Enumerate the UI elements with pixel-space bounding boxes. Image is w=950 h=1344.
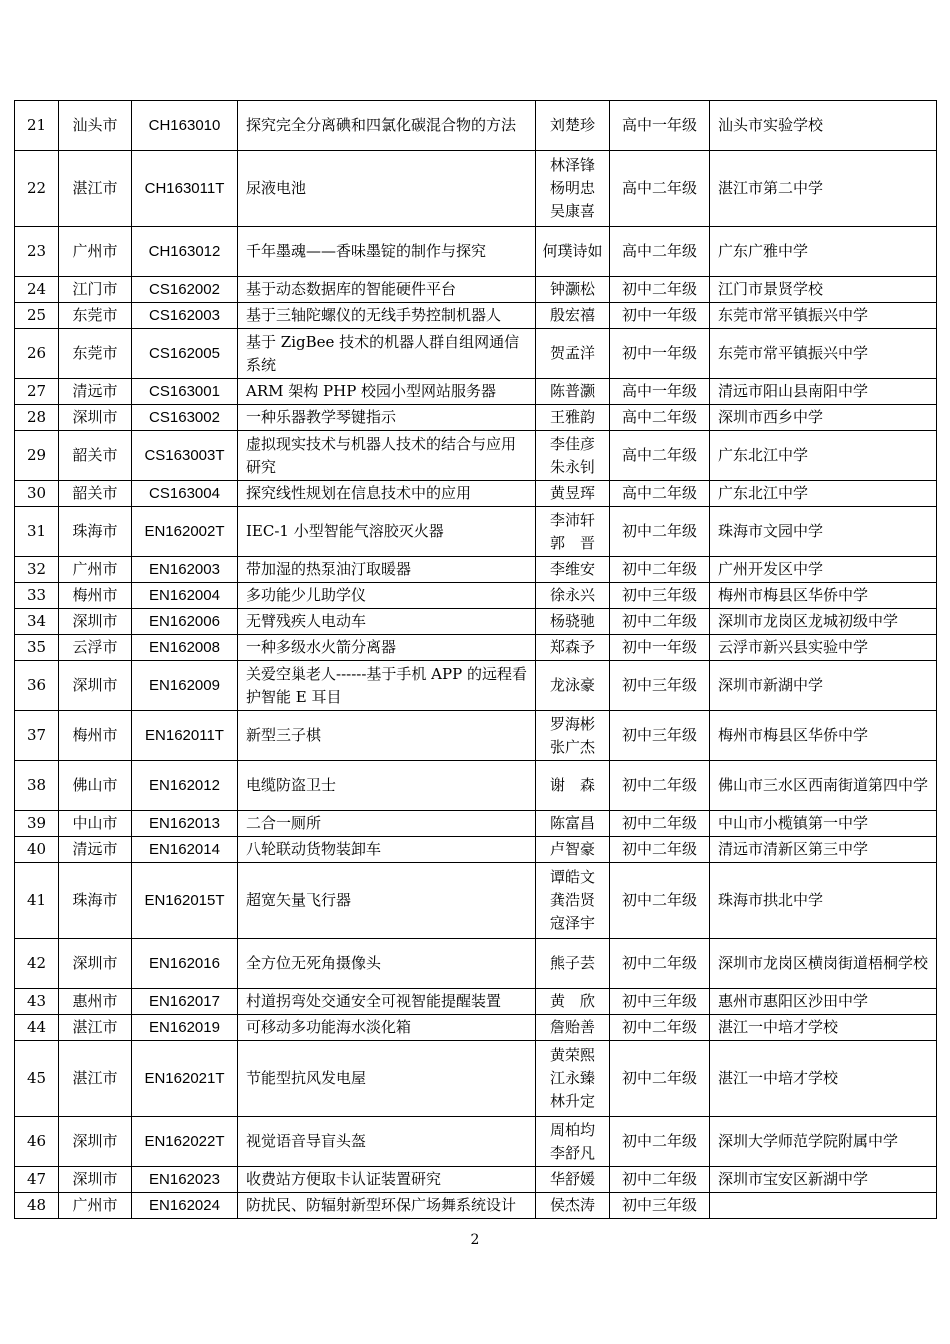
- project-code-cell: CH163010: [132, 101, 238, 151]
- grade-cell: 初中三年级: [610, 583, 710, 609]
- author-cell: [536, 277, 610, 303]
- project-table: [14, 100, 937, 1219]
- school-cell: 广东广雅中学: [710, 227, 937, 277]
- school-cell: 梅州市梅县区华侨中学: [710, 711, 937, 761]
- author-cell: [536, 1193, 610, 1219]
- project-code-cell: EN162013: [132, 811, 238, 837]
- row-number: 39: [15, 811, 59, 837]
- author-name: 华舒媛: [549, 1170, 595, 1188]
- author-name: 钟灏松: [549, 280, 595, 298]
- table-row: [15, 101, 937, 151]
- author-name: 徐永兴: [549, 586, 595, 604]
- row-number: 30: [15, 481, 59, 507]
- city-cell: 韶关市: [59, 481, 132, 507]
- project-code-cell: EN162023: [132, 1167, 238, 1193]
- table-row: [15, 1041, 937, 1117]
- school-cell: 深圳市龙岗区龙城初级中学: [710, 609, 937, 635]
- row-number: 34: [15, 609, 59, 635]
- author-name: 李维安: [549, 560, 595, 578]
- table-row: [15, 711, 937, 761]
- grade-cell: 初中二年级: [610, 1117, 710, 1167]
- city-cell: 湛江市: [59, 151, 132, 227]
- project-code-cell: EN162011T: [132, 711, 238, 761]
- grade-cell: 高中二年级: [610, 405, 710, 431]
- project-title-cell: 基于动态数据库的智能硬件平台: [238, 277, 536, 303]
- row-number: 32: [15, 557, 59, 583]
- grade-cell: 高中二年级: [610, 227, 710, 277]
- author-name: 杨骁驰: [549, 612, 595, 630]
- grade-cell: 初中二年级: [610, 863, 710, 939]
- row-number: 38: [15, 761, 59, 811]
- project-title-cell: 超宽矢量飞行器: [238, 863, 536, 939]
- project-code-cell: EN162004: [132, 583, 238, 609]
- city-cell: 江门市: [59, 277, 132, 303]
- project-title-cell: 探究线性规划在信息技术中的应用: [238, 481, 536, 507]
- project-title-cell: 虚拟现实技术与机器人技术的结合与应用研究: [238, 431, 536, 481]
- city-cell: 湛江市: [59, 1041, 132, 1117]
- row-number: 45: [15, 1041, 59, 1117]
- school-cell: 湛江一中培才学校: [710, 1015, 937, 1041]
- author-name: 殷宏禧: [549, 306, 595, 324]
- school-cell: 广州开发区中学: [710, 557, 937, 583]
- table-row: [15, 277, 937, 303]
- project-title-cell: 八轮联动货物装卸车: [238, 837, 536, 863]
- grade-cell: 初中一年级: [610, 635, 710, 661]
- table-body: [15, 101, 937, 1219]
- row-number: 27: [15, 379, 59, 405]
- row-number: 23: [15, 227, 59, 277]
- grade-cell: 初中二年级: [610, 277, 710, 303]
- project-code-cell: CS162005: [132, 329, 238, 379]
- author-cell: [536, 303, 610, 329]
- table-row: [15, 989, 937, 1015]
- table-row: [15, 661, 937, 711]
- row-number: 37: [15, 711, 59, 761]
- grade-cell: 初中二年级: [610, 1167, 710, 1193]
- school-cell: 广东北江中学: [710, 481, 937, 507]
- author-cell: [536, 151, 610, 227]
- city-cell: 清远市: [59, 379, 132, 405]
- grade-cell: 初中二年级: [610, 507, 710, 557]
- city-cell: 湛江市: [59, 1015, 132, 1041]
- row-number: 29: [15, 431, 59, 481]
- grade-cell: 高中二年级: [610, 151, 710, 227]
- project-code-cell: CS162002: [132, 277, 238, 303]
- row-number: 46: [15, 1117, 59, 1167]
- school-cell: 惠州市惠阳区沙田中学: [710, 989, 937, 1015]
- author-name: 侯杰涛: [549, 1196, 595, 1214]
- city-cell: 东莞市: [59, 329, 132, 379]
- project-title-cell: 多功能少儿助学仪: [238, 583, 536, 609]
- city-cell: 广州市: [59, 557, 132, 583]
- author-cell: [536, 431, 610, 481]
- author-cell: [536, 227, 610, 277]
- school-cell: 江门市景贤学校: [710, 277, 937, 303]
- table-row: [15, 635, 937, 661]
- project-code-cell: EN162019: [132, 1015, 238, 1041]
- school-cell: 广东北江中学: [710, 431, 937, 481]
- grade-cell: 初中一年级: [610, 329, 710, 379]
- author-name: 熊子芸: [549, 954, 595, 972]
- author-cell: [536, 939, 610, 989]
- table-row: [15, 151, 937, 227]
- table-row: [15, 761, 937, 811]
- author-name: 李舒凡: [549, 1143, 595, 1162]
- school-cell: 东莞市常平镇振兴中学: [710, 329, 937, 379]
- project-code-cell: EN162015T: [132, 863, 238, 939]
- author-name: 林升定: [549, 1092, 595, 1110]
- author-name: 寇泽宇: [549, 914, 595, 932]
- table-row: [15, 1117, 937, 1167]
- project-title-cell: ARM 架构 PHP 校园小型网站服务器: [238, 379, 536, 405]
- table-row: [15, 837, 937, 863]
- grade-cell: 初中三年级: [610, 711, 710, 761]
- grade-cell: 初中一年级: [610, 303, 710, 329]
- project-code-cell: EN162012: [132, 761, 238, 811]
- author-cell: [536, 481, 610, 507]
- project-title-cell: 一种多级水火箭分离器: [238, 635, 536, 661]
- row-number: 41: [15, 863, 59, 939]
- row-number: 25: [15, 303, 59, 329]
- author-name: 郑森予: [549, 638, 595, 656]
- grade-cell: 高中二年级: [610, 481, 710, 507]
- grade-cell: 高中二年级: [610, 431, 710, 481]
- author-name: 张广杰: [549, 737, 595, 756]
- row-number: 42: [15, 939, 59, 989]
- project-code-cell: EN162017: [132, 989, 238, 1015]
- table-row: [15, 227, 937, 277]
- project-code-cell: EN162008: [132, 635, 238, 661]
- author-name: 黄荣熙: [549, 1046, 595, 1064]
- school-cell: 中山市小榄镇第一中学: [710, 811, 937, 837]
- school-cell: 汕头市实验学校: [710, 101, 937, 151]
- author-name: 詹贻善: [549, 1018, 595, 1036]
- project-title-cell: 村道拐弯处交通安全可视智能提醒装置: [238, 989, 536, 1015]
- city-cell: 惠州市: [59, 989, 132, 1015]
- project-code-cell: EN162021T: [132, 1041, 238, 1117]
- school-cell: [710, 1193, 937, 1219]
- project-title-cell: 电缆防盗卫士: [238, 761, 536, 811]
- project-code-cell: CS163001: [132, 379, 238, 405]
- grade-cell: 初中二年级: [610, 837, 710, 863]
- city-cell: 梅州市: [59, 711, 132, 761]
- grade-cell: 初中三年级: [610, 989, 710, 1015]
- project-title-cell: 防扰民、防辐射新型环保广场舞系统设计: [238, 1193, 536, 1219]
- author-cell: [536, 989, 610, 1015]
- school-cell: 佛山市三水区西南街道第四中学: [710, 761, 937, 811]
- author-name: 龚浩贤: [549, 891, 595, 909]
- table-row: [15, 609, 937, 635]
- city-cell: 深圳市: [59, 1167, 132, 1193]
- city-cell: 广州市: [59, 1193, 132, 1219]
- author-name: 吴康喜: [549, 202, 595, 220]
- city-cell: 广州市: [59, 227, 132, 277]
- author-cell: [536, 811, 610, 837]
- author-name: 何璞诗如: [542, 242, 603, 260]
- grade-cell: 初中二年级: [610, 811, 710, 837]
- city-cell: 清远市: [59, 837, 132, 863]
- author-name: 罗海彬: [549, 714, 595, 733]
- project-code-cell: CS163004: [132, 481, 238, 507]
- row-number: 26: [15, 329, 59, 379]
- author-name: 黄 欣: [549, 992, 595, 1010]
- author-name: 黄昱珲: [549, 484, 595, 502]
- author-cell: [536, 405, 610, 431]
- author-name: 卢智豪: [549, 840, 595, 858]
- row-number: 22: [15, 151, 59, 227]
- project-title-cell: 一种乐器教学琴键指示: [238, 405, 536, 431]
- table-row: [15, 939, 937, 989]
- project-title-cell: 千年墨魂——香味墨锭的制作与探究: [238, 227, 536, 277]
- row-number: 33: [15, 583, 59, 609]
- grade-cell: 高中一年级: [610, 101, 710, 151]
- author-cell: [536, 101, 610, 151]
- project-title-cell: 全方位无死角摄像头: [238, 939, 536, 989]
- project-title-cell: 节能型抗风发电屋: [238, 1041, 536, 1117]
- author-name: 贺孟洋: [549, 344, 595, 362]
- school-cell: 梅州市梅县区华侨中学: [710, 583, 937, 609]
- row-number: 21: [15, 101, 59, 151]
- grade-cell: 初中二年级: [610, 1015, 710, 1041]
- table-row: [15, 583, 937, 609]
- author-name: 刘楚珍: [549, 116, 595, 134]
- school-cell: 深圳大学师范学院附属中学: [710, 1117, 937, 1167]
- school-cell: 东莞市常平镇振兴中学: [710, 303, 937, 329]
- author-name: 王雅韵: [549, 408, 595, 426]
- table-row: [15, 1015, 937, 1041]
- city-cell: 深圳市: [59, 1117, 132, 1167]
- project-code-cell: CH163012: [132, 227, 238, 277]
- author-cell: [536, 761, 610, 811]
- school-cell: 珠海市文园中学: [710, 507, 937, 557]
- author-cell: [536, 1015, 610, 1041]
- table-row: [15, 329, 937, 379]
- row-number: 43: [15, 989, 59, 1015]
- grade-cell: 初中二年级: [610, 1041, 710, 1117]
- school-cell: 清远市阳山县南阳中学: [710, 379, 937, 405]
- project-title-cell: 视觉语音导盲头盔: [238, 1117, 536, 1167]
- author-cell: [536, 635, 610, 661]
- city-cell: 中山市: [59, 811, 132, 837]
- project-title-cell: 收费站方便取卡认证装置研究: [238, 1167, 536, 1193]
- author-name: 龙泳豪: [549, 676, 595, 694]
- project-title-cell: 基于 ZigBee 技术的机器人群自组网通信系统: [238, 329, 536, 379]
- project-title-cell: 新型三子棋: [238, 711, 536, 761]
- table-row: [15, 863, 937, 939]
- grade-cell: 初中三年级: [610, 661, 710, 711]
- author-cell: [536, 1041, 610, 1117]
- author-cell: [536, 609, 610, 635]
- project-title-cell: 基于三轴陀螺仪的无线手势控制机器人: [238, 303, 536, 329]
- project-code-cell: EN162002T: [132, 507, 238, 557]
- page-number: 2: [470, 1232, 480, 1248]
- table-row: [15, 405, 937, 431]
- city-cell: 深圳市: [59, 609, 132, 635]
- author-cell: [536, 1167, 610, 1193]
- table-row: [15, 507, 937, 557]
- grade-cell: 初中二年级: [610, 939, 710, 989]
- table-row: [15, 303, 937, 329]
- project-title-cell: 带加湿的热泵油汀取暖器: [238, 557, 536, 583]
- city-cell: 珠海市: [59, 507, 132, 557]
- city-cell: 梅州市: [59, 583, 132, 609]
- table-row: [15, 431, 937, 481]
- row-number: 36: [15, 661, 59, 711]
- author-cell: [536, 711, 610, 761]
- row-number: 35: [15, 635, 59, 661]
- project-title-cell: 二合一厕所: [238, 811, 536, 837]
- school-cell: 深圳市宝安区新湖中学: [710, 1167, 937, 1193]
- school-cell: 云浮市新兴县实验中学: [710, 635, 937, 661]
- author-cell: [536, 661, 610, 711]
- project-title-cell: 探究完全分离碘和四氯化碳混合物的方法: [238, 101, 536, 151]
- row-number: 44: [15, 1015, 59, 1041]
- row-number: 48: [15, 1193, 59, 1219]
- school-cell: 深圳市西乡中学: [710, 405, 937, 431]
- row-number: 47: [15, 1167, 59, 1193]
- table-row: [15, 481, 937, 507]
- grade-cell: 初中二年级: [610, 557, 710, 583]
- school-cell: 湛江一中培才学校: [710, 1041, 937, 1117]
- author-name: 陈普灏: [549, 382, 595, 400]
- author-name: 杨明忠: [549, 179, 595, 197]
- grade-cell: 初中三年级: [610, 1193, 710, 1219]
- city-cell: 珠海市: [59, 863, 132, 939]
- author-cell: [536, 837, 610, 863]
- author-name: 谭皓文: [549, 868, 595, 886]
- table-row: [15, 379, 937, 405]
- project-code-cell: EN162014: [132, 837, 238, 863]
- author-cell: [536, 583, 610, 609]
- author-name: 谢 森: [549, 776, 595, 794]
- row-number: 28: [15, 405, 59, 431]
- school-cell: 深圳市新湖中学: [710, 661, 937, 711]
- table-row: [15, 1167, 937, 1193]
- author-name: 林泽锋: [549, 156, 595, 174]
- city-cell: 深圳市: [59, 405, 132, 431]
- author-cell: [536, 863, 610, 939]
- author-name: 李佳彦: [549, 434, 595, 453]
- city-cell: 云浮市: [59, 635, 132, 661]
- city-cell: 汕头市: [59, 101, 132, 151]
- project-code-cell: EN162016: [132, 939, 238, 989]
- project-code-cell: CH163011T: [132, 151, 238, 227]
- grade-cell: 初中二年级: [610, 609, 710, 635]
- author-name: 周柏均: [549, 1120, 595, 1139]
- grade-cell: 高中一年级: [610, 379, 710, 405]
- school-cell: 湛江市第二中学: [710, 151, 937, 227]
- project-title-cell: 关爱空巢老人------基于手机 APP 的远程看护智能 E 耳目: [238, 661, 536, 711]
- table-row: [15, 1193, 937, 1219]
- project-code-cell: CS163002: [132, 405, 238, 431]
- table-row: [15, 557, 937, 583]
- project-code-cell: EN162009: [132, 661, 238, 711]
- table-row: [15, 811, 937, 837]
- project-code-cell: EN162003: [132, 557, 238, 583]
- city-cell: 佛山市: [59, 761, 132, 811]
- project-code-cell: CS162003: [132, 303, 238, 329]
- project-title-cell: IEC-1 小型智能气溶胶灭火器: [238, 507, 536, 557]
- author-cell: [536, 1117, 610, 1167]
- project-title-cell: 可移动多功能海水淡化箱: [238, 1015, 536, 1041]
- school-cell: 珠海市拱北中学: [710, 863, 937, 939]
- city-cell: 深圳市: [59, 939, 132, 989]
- project-title-cell: 无臂残疾人电动车: [238, 609, 536, 635]
- author-cell: [536, 329, 610, 379]
- project-code-cell: EN162024: [132, 1193, 238, 1219]
- row-number: 24: [15, 277, 59, 303]
- author-cell: [536, 557, 610, 583]
- project-code-cell: CS163003T: [132, 431, 238, 481]
- row-number: 40: [15, 837, 59, 863]
- author-cell: [536, 507, 610, 557]
- author-name: 朱永钊: [549, 457, 595, 476]
- city-cell: 韶关市: [59, 431, 132, 481]
- author-name: 李沛轩: [549, 510, 595, 529]
- grade-cell: 初中二年级: [610, 761, 710, 811]
- school-cell: 清远市清新区第三中学: [710, 837, 937, 863]
- author-name: 陈富昌: [549, 814, 595, 832]
- project-code-cell: EN162006: [132, 609, 238, 635]
- project-code-cell: EN162022T: [132, 1117, 238, 1167]
- city-cell: 深圳市: [59, 661, 132, 711]
- author-cell: [536, 379, 610, 405]
- project-title-cell: 尿液电池: [238, 151, 536, 227]
- city-cell: 东莞市: [59, 303, 132, 329]
- school-cell: 深圳市龙岗区横岗街道梧桐学校: [710, 939, 937, 989]
- author-name: 江永臻: [549, 1069, 595, 1087]
- row-number: 31: [15, 507, 59, 557]
- author-name: 郭 晋: [549, 533, 595, 552]
